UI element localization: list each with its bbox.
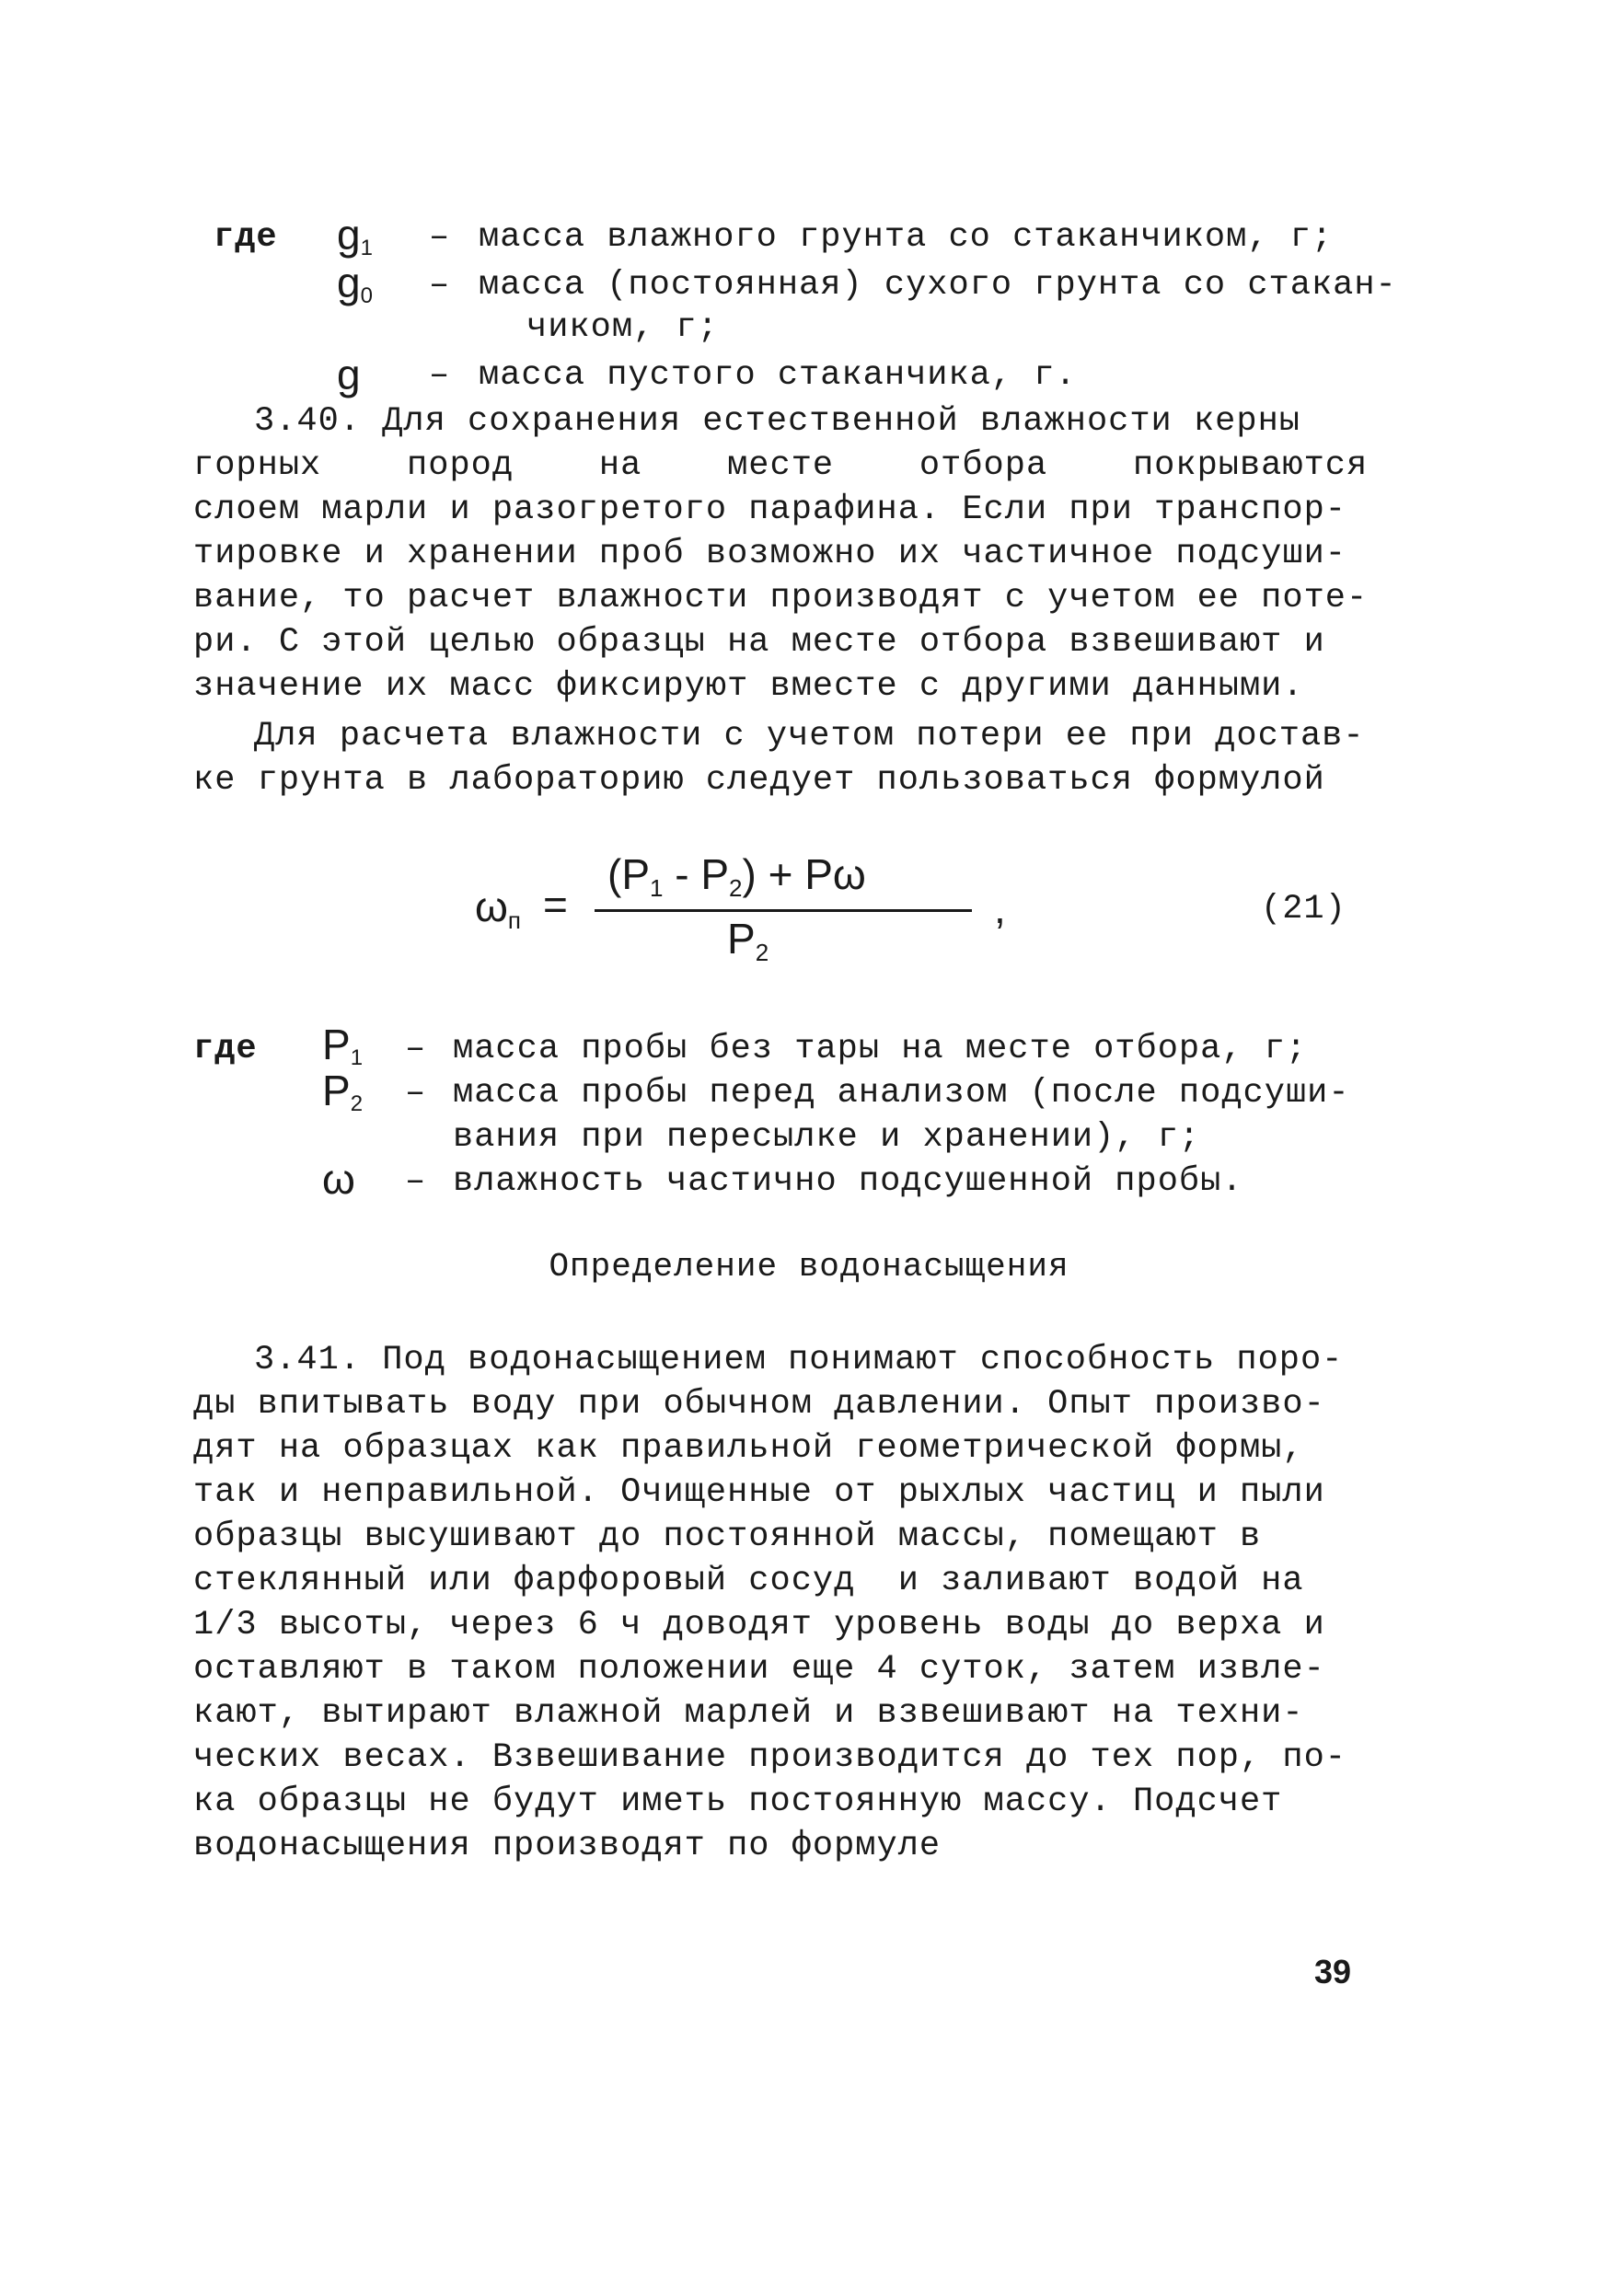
text-line: 3.40. Для сохранения естественной влажности керны: [254, 402, 1300, 441]
text-line: тировке и хранении проб возможно их частичное подсуши-: [193, 535, 1346, 573]
text-line: образцы высушивают до постоянной массы, помещают в: [193, 1517, 1262, 1556]
text-line: ке грунта в лабораторию следует пользоваться формулой: [193, 761, 1325, 800]
section-heading: Определение водонасыщения: [549, 1248, 1069, 1286]
fraction-bar: [595, 909, 972, 912]
dash: –: [429, 266, 451, 305]
formula-equals: =: [543, 881, 568, 929]
def-p2: масса пробы перед анализом (после подсуши-: [453, 1074, 1350, 1113]
text-line: стеклянный или фарфоровый сосуд и заливают водой на: [193, 1562, 1304, 1600]
text-line: ка образцы не будут иметь постоянную массу. Подсчет: [193, 1783, 1283, 1821]
formula-lhs: $\omega_п$: [475, 883, 522, 934]
text-line: кают, вытирают влажной марлей и взвешивают на техни-: [193, 1694, 1304, 1733]
text-line: горных пород на месте отбора покрываются: [193, 446, 1369, 485]
text-line: дят на образцах как правильной геометрической формы,: [193, 1429, 1304, 1468]
formula-number: (21): [1261, 890, 1346, 929]
text-line: вание, то расчет влажности производят с учетом ее поте-: [193, 579, 1369, 617]
text-line: ды впитывать воду при обычном давлении. Опыт произво-: [193, 1385, 1325, 1424]
text-line: так и неправильной. Очищенные от рыхлых частиц и пыли: [193, 1473, 1325, 1512]
dash: –: [405, 1162, 427, 1201]
def-g0-cont: чиком, г;: [526, 308, 719, 347]
dash: –: [429, 356, 451, 395]
var-g: g: [337, 351, 361, 398]
text-line: 1/3 высоты, через 6 ч доводят уровень воды до верха и: [193, 1606, 1325, 1644]
formula-numerator: $(P_1 - P_2) + P\omega$: [607, 850, 866, 902]
text-line: ческих весах. Взвешивание производится до тех пор, по-: [193, 1738, 1346, 1777]
formula-comma: ,: [994, 884, 1006, 932]
text-line: слоем марли и разогретого парафина. Если при транспор-: [193, 490, 1346, 529]
dash: –: [405, 1074, 427, 1113]
text-line: оставляют в таком положении еще 4 суток, затем извле-: [193, 1650, 1325, 1689]
text-line: Для расчета влажности с учетом потери ее при достав-: [254, 717, 1365, 756]
def-g0: масса (постоянная) сухого грунта со стакан-: [479, 266, 1397, 305]
where-label: где: [193, 1030, 258, 1068]
text-line: водонасыщения производят по формуле: [193, 1827, 942, 1865]
var-omega: ω: [322, 1155, 355, 1203]
var-p2: $P_2$: [322, 1067, 364, 1116]
def-g: масса пустого стаканчика, г.: [479, 356, 1077, 395]
def-p2-cont: вания при пересылке и хранении), г;: [453, 1118, 1201, 1157]
def-omega: влажность частично подсушенной пробы.: [453, 1162, 1243, 1201]
dash: –: [405, 1030, 427, 1068]
text-line: значение их масс фиксируют вместе с другими данными.: [193, 667, 1304, 706]
page-number: 39: [1314, 1953, 1352, 1990]
text-line: 3.41. Под водонасыщением понимают способность поро-: [254, 1341, 1344, 1379]
dash: –: [429, 218, 451, 257]
var-p1: $P_1$: [322, 1021, 364, 1070]
var-g1: $g_1$: [337, 211, 373, 260]
def-p1: масса пробы без тары на месте отбора, г;: [453, 1030, 1308, 1068]
def-g1: масса влажного грунта со стаканчиком, г;: [479, 218, 1334, 257]
var-g0: $g_0$: [337, 259, 373, 308]
where-label: где: [214, 218, 278, 257]
formula-denominator: $P_2$: [727, 915, 769, 966]
text-line: ри. С этой целью образцы на месте отбора взвешивают и: [193, 623, 1325, 662]
